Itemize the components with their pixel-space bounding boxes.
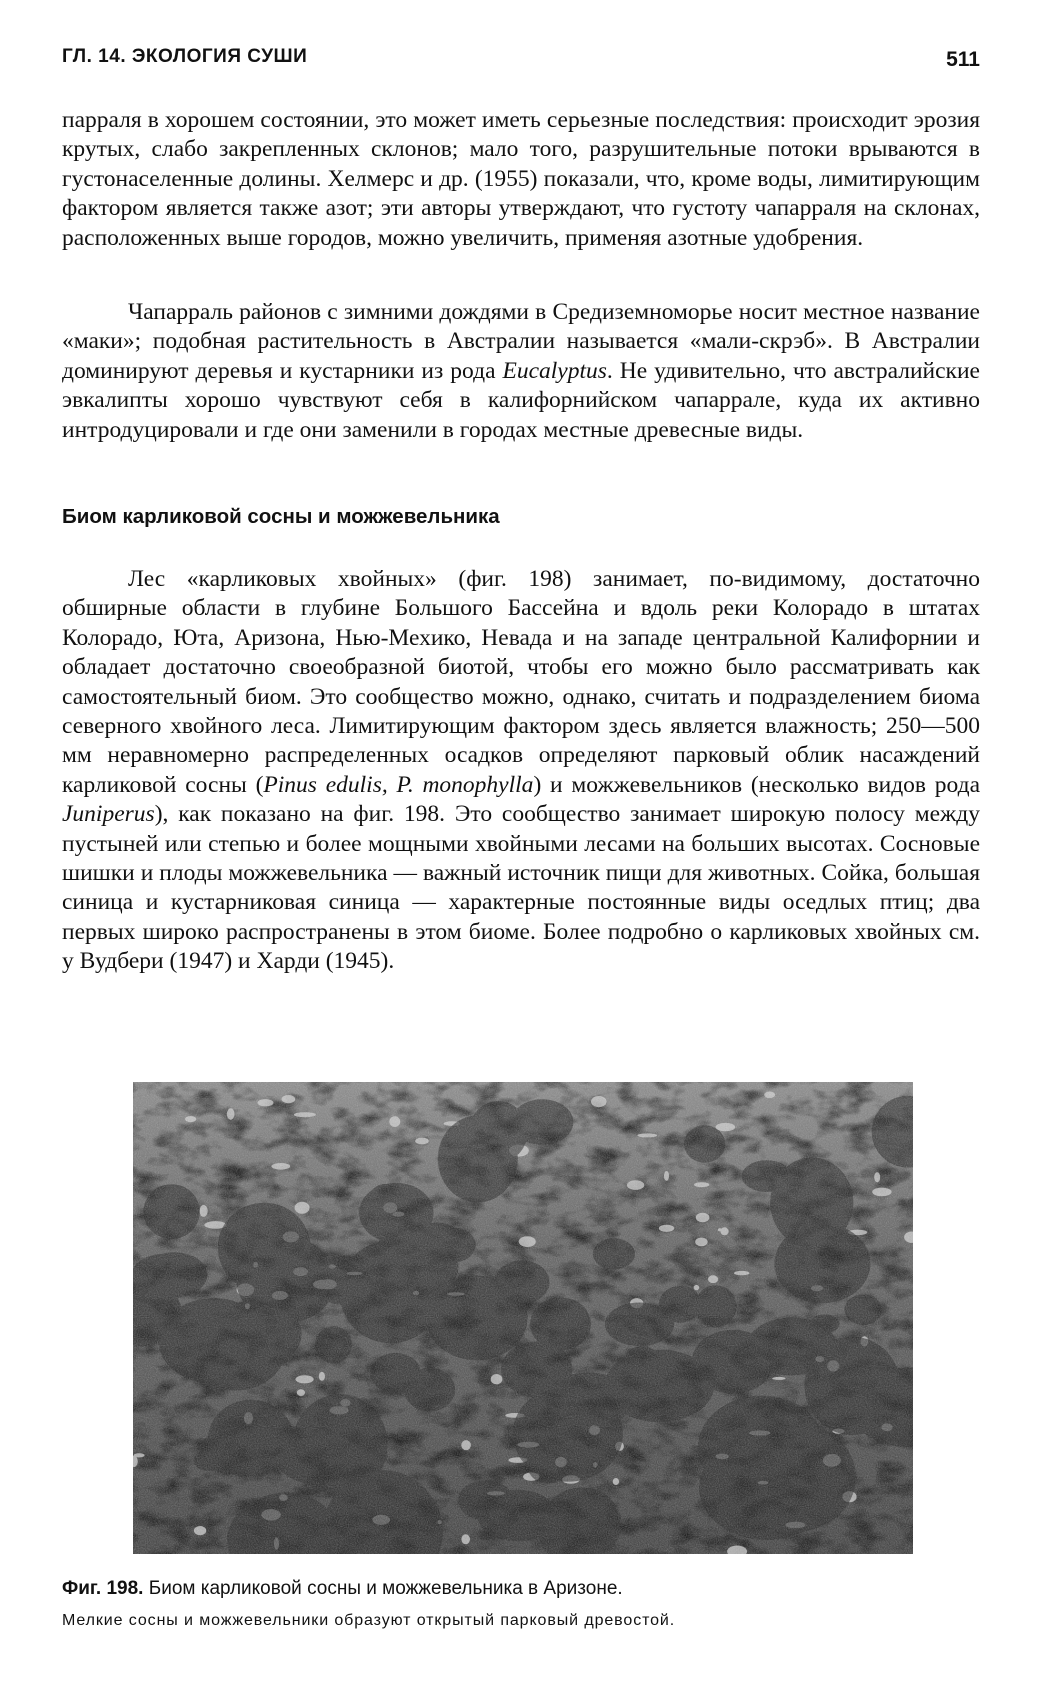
running-head: ГЛ. 14. ЭКОЛОГИЯ СУШИ bbox=[62, 46, 308, 67]
figure-note: Мелкие сосны и можжевельники образуют открытый парковый древостой. bbox=[62, 1612, 676, 1629]
paragraph-2 bbox=[62, 298, 980, 445]
figure-title: Биом карликовой сосны и можжевельника в Аризоне. bbox=[148, 1578, 623, 1599]
genus-juniperus: Juniperus bbox=[62, 801, 155, 828]
figure-caption bbox=[62, 1578, 623, 1600]
page-number: 511 bbox=[946, 48, 980, 71]
paragraph-3-text-b: ) и можжевельников (несколько видов рода bbox=[533, 771, 981, 798]
paragraph-3-text-a: Лес «карликовых хвойных» (фиг. 198) занимает, по-видимому, достаточно обширные области в глубине Большого Бассейна и вдоль реки Колорадо в штатах Колорадо, Юта, Аризона, Нью-Мехико, Невада и на западе центральной Калифорнии и обладает достаточно своеобразной биотой, чтобы его можно было рассматривать как самостоятельный биом. Это сообщество можно, однако, считать и подразделением биома северного хвойного леса. Лимитирующим фактором здесь является влажность; 250—500 мм неравномерно распределенных осадков определяют парковый облик насаждений карликовой сосны ( bbox=[62, 566, 980, 798]
section-heading: Биом карликовой сосны и можжевельника bbox=[62, 505, 500, 528]
paragraph-1-text: парраля в хорошем состоянии, это может иметь серьезные последствия: происходит эрозия крутых, слабо закрепленных склонов; мало того, разрушительные потоки врываются в густонаселенные долины. Хелмерс и др. (1955) показали, что, кроме воды, лимитирующим фактором является также азот; эти авторы утверждают, что густоту чапарраля на склонах, расположенных выше городов, можно увеличить, применяя азотные удобрения. bbox=[62, 107, 980, 251]
paragraph-1 bbox=[62, 106, 980, 253]
paragraph-2-text-b: . Не удивительно, что австралийские эвкалипты хорошо чувствуют себя в калифорнийском чапаррале, куда их активно интродуцировали и где они заменили в городах местные древесные виды. bbox=[62, 357, 980, 443]
paragraph-3 bbox=[62, 565, 980, 977]
figure-photo-pinyon-juniper bbox=[133, 1082, 913, 1554]
paragraph-3-text-c: ), как показано на фиг. 198. Это сообщество занимает широкую полосу между пустыней или степью и более мощными хвойными лесами на больших высотах. Сосновые шишки и плоды можжевельника — важный источник пищи для животных. Сойка, большая синица и кустарниковая синица — характерные постоянные виды оседлых птиц; два первых широко распространены в этом биоме. Более подробно о карликовых хвойных см. у Вудбери (1947) и Харди (1945). bbox=[62, 801, 980, 975]
figure-label: Фиг. 198. bbox=[62, 1578, 144, 1599]
species-pinus: Pinus edulis, P. monophylla bbox=[263, 771, 534, 798]
paragraph-2-text-a: Чапарраль районов с зимними дождями в Средиземноморье носит местное название «маки»; подобная растительность в Австралии называется «мали-скрэб». В Австралии доминируют деревья и кустарники из рода bbox=[62, 299, 980, 384]
genus-eucalyptus: Eucalyptus bbox=[502, 357, 607, 384]
